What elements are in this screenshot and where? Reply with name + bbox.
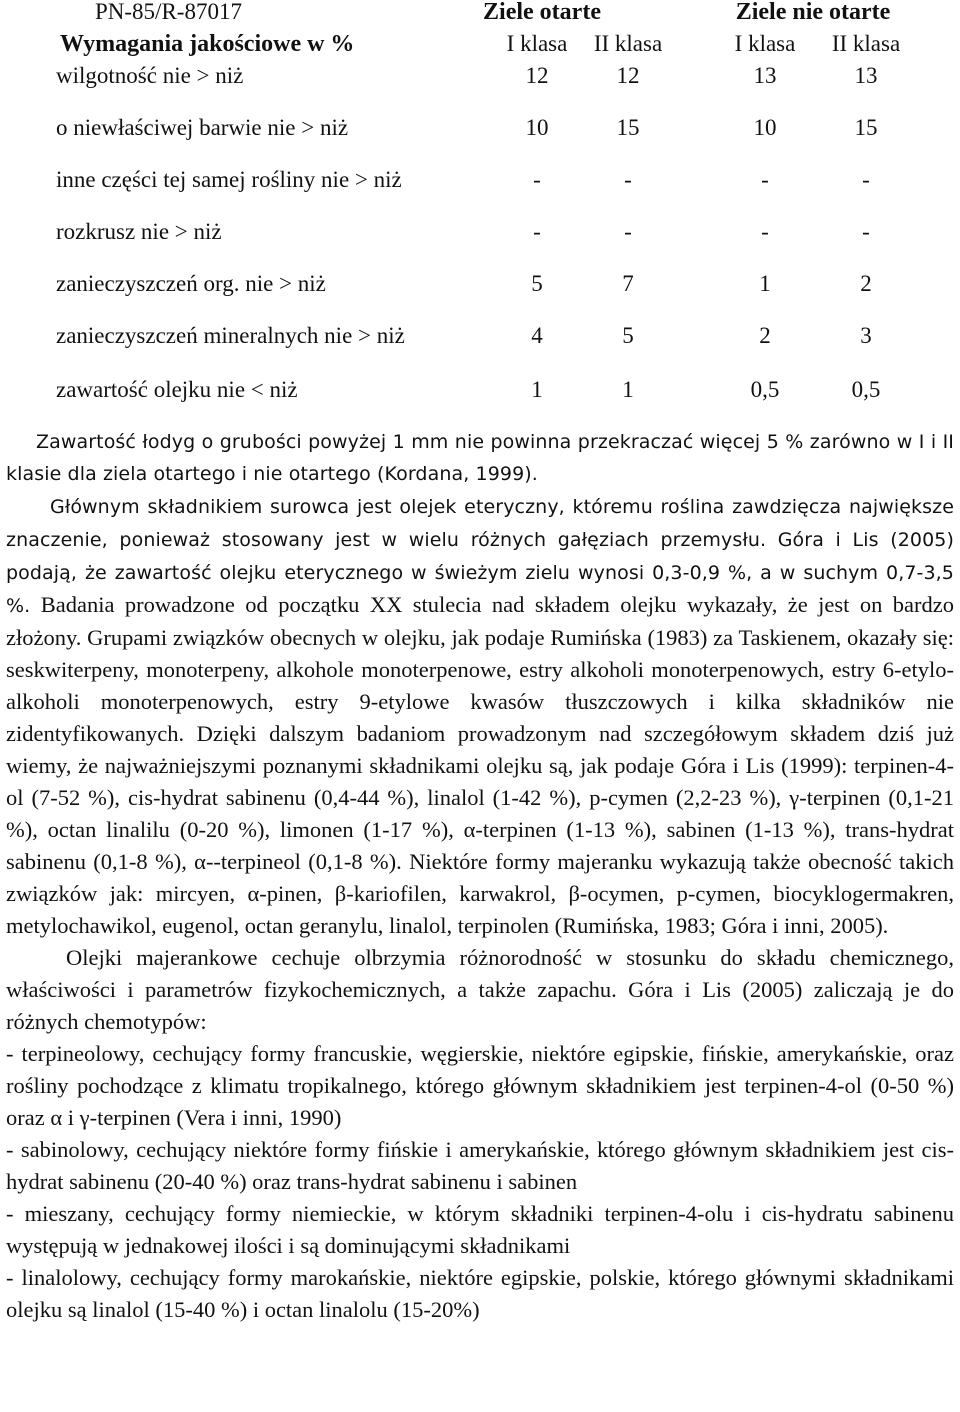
cell-value: -: [761, 167, 769, 192]
row-label: zawartość olejku nie < niż: [56, 377, 298, 402]
class-label: I klasa: [734, 31, 796, 56]
cell-value: 5: [622, 323, 634, 348]
cell-value: 1: [622, 377, 634, 402]
cell-value: 15: [616, 115, 640, 140]
class-label: II klasa: [593, 31, 663, 56]
class-label: II klasa: [831, 31, 901, 56]
table-row: [0, 216, 960, 248]
cell-value: 12: [525, 63, 549, 88]
cell-value: 13: [854, 63, 878, 88]
table-row: [0, 320, 960, 352]
row-label: zanieczyszczeń mineralnych nie > niż: [56, 323, 405, 348]
cell-value: 2: [860, 271, 872, 296]
composition-paragraph: [6, 490, 954, 942]
class-label: I klasa: [506, 31, 568, 56]
group-open-header: Ziele otarte: [483, 0, 601, 25]
cell-value: -: [624, 167, 632, 192]
cell-value: 10: [753, 115, 777, 140]
composition-text-1: Badania prowadzone od początku XX stulecia nad składem olejku wykazały, że jest on bardzo złożony.: [6, 592, 954, 650]
requirements-header: Wymagania jakościowe w %: [60, 31, 355, 57]
composition-sans-text: Głównym składnikiem surowca jest olejek eteryczny, któremu roślina zawdzięcza największe znaczenie, ponieważ stosowany jest w wielu różnych gałęziach przemysłu. Góra i Lis (2005) podają, że zawartość olejku eterycznego w świeżym zielu wynosi 0,3-0,9 %, a w suchym 0,7-3,5 %.: [6, 496, 954, 617]
cell-value: 4: [531, 323, 543, 348]
row-label: wilgotność nie > niż: [56, 63, 244, 88]
cell-value: 0,5: [750, 377, 780, 402]
table-row: [0, 164, 960, 196]
cell-value: 2: [759, 323, 771, 348]
table-row: [0, 374, 960, 406]
row-label: inne części tej samej rośliny nie > niż: [56, 167, 402, 192]
list-item: - linalolowy, cechujący formy marokańskie, niektóre egipskie, polskie, którego głównymi składnikami olejku są linalol (15-40 %) i octan linalolu (15-20%): [6, 1265, 954, 1322]
list-item: - sabinolowy, cechujący niektóre formy fińskie i amerykańskie, którego głównym składnikiem jest cis-hydrat sabinenu (20-40 %) oraz trans-hydrat sabinenu i sabinen: [6, 1137, 954, 1194]
cell-value: 15: [854, 115, 878, 140]
chemotypes-intro: Olejki majerankowe cechuje olbrzymia różnorodność w stosunku do składu chemicznego, właściwości i parametrów fizykochemicznych, a także zapachu. Góra i Lis (2005) zaliczają je do różnych chemotypów:: [6, 945, 954, 1034]
composition-text-2: Grupami związków obecnych w olejku, jak podaje Rumińska (1983) za Taskienem, okazały się: seskwiterpeny, monoterpeny, alkohole monoterpenowe, estry alkoholi monoterpenowych, estry 6-etylo-alkoholi monoterpenowych, estry 9-etylowe kwasów tłuszczowych i kilka składników nie zidentyfikowanych.: [6, 625, 954, 746]
table-row: [0, 268, 960, 300]
row-label: zanieczyszczeń org. nie > niż: [56, 271, 326, 296]
cell-value: 5: [531, 271, 543, 296]
cell-value: 1: [531, 377, 543, 402]
cell-value: 1: [759, 271, 771, 296]
stems-paragraph: Zawartość łodyg o grubości powyżej 1 mm nie powinna przekraczać więcej 5 % zarówno w I i II klasie dla ziela otartego i nie otartego (Kordana, 1999).: [6, 431, 954, 485]
list-item: - mieszany, cechujący formy niemieckie, w którym składniki terpinen-4-olu i cis-hydratu sabinenu występują w jednakowej ilości i są dominującymi składnikami: [6, 1201, 954, 1258]
group-closed-header: Ziele nie otarte: [735, 0, 891, 25]
table-header-row-1: [0, 0, 960, 28]
chemotype-list: [6, 1038, 954, 1326]
cell-value: -: [533, 167, 541, 192]
table-row: [0, 60, 960, 92]
cell-value: 3: [860, 323, 872, 348]
cell-value: 10: [525, 115, 549, 140]
cell-value: 12: [616, 63, 640, 88]
composition-text-3: Dzięki dalszym badaniom prowadzonym nad szczegółowym składem dziś już wiemy, że najważniejszymi poznanymi składnikami olejku są, jak podaje Góra i Lis (1999): terpinen-4-ol (7-52 %), cis-hydrat sabinenu (0,4-44 %), linalol (1-42 %), p-cymen (2,2-23 %), γ-terpinen (0,1-21 %), octan linalilu (0-20 %), limonen (1-17 %), α-terpinen (1-13 %), sabinen (1-13 %), trans-hydrat sabinenu (0,1-8 %), α--terpineol (0,1-8 %).: [6, 721, 954, 874]
table-row: [0, 112, 960, 144]
cell-value: 13: [753, 63, 777, 88]
row-label: o niewłaściwej barwie nie > niż: [56, 115, 349, 140]
cell-value: -: [533, 219, 541, 244]
cell-value: -: [862, 219, 870, 244]
standard-code: PN-85/R-87017: [95, 0, 242, 24]
composition-text-4: Niektóre formy majeranku wykazują także obecność takich związków jak: mircyen, α-pinen, β-kariofilen, karwakrol, β-ocymen, p-cymen, biocyklogermakren, metylochawikol, eugenol, octan geranylu, linalol, terpinolen (Rumińska, 1983; Góra i inni, 2005).: [6, 849, 954, 938]
row-label: rozkrusz nie > niż: [56, 219, 222, 244]
cell-value: 0,5: [851, 377, 881, 402]
cell-value: -: [761, 219, 769, 244]
cell-value: -: [624, 219, 632, 244]
table-header-row-2: [0, 28, 960, 60]
cell-value: -: [862, 167, 870, 192]
list-item: - terpineolowy, cechujący formy francuskie, węgierskie, niektóre egipskie, fińskie, amerykańskie, oraz rośliny pochodzące z klimatu tropikalnego, którego głównym składnikiem jest terpinen-4-ol (0-50 %) oraz α i γ-terpinen (Vera i inni, 1990): [6, 1041, 954, 1130]
cell-value: 7: [622, 271, 634, 296]
body-text: [6, 426, 954, 1326]
